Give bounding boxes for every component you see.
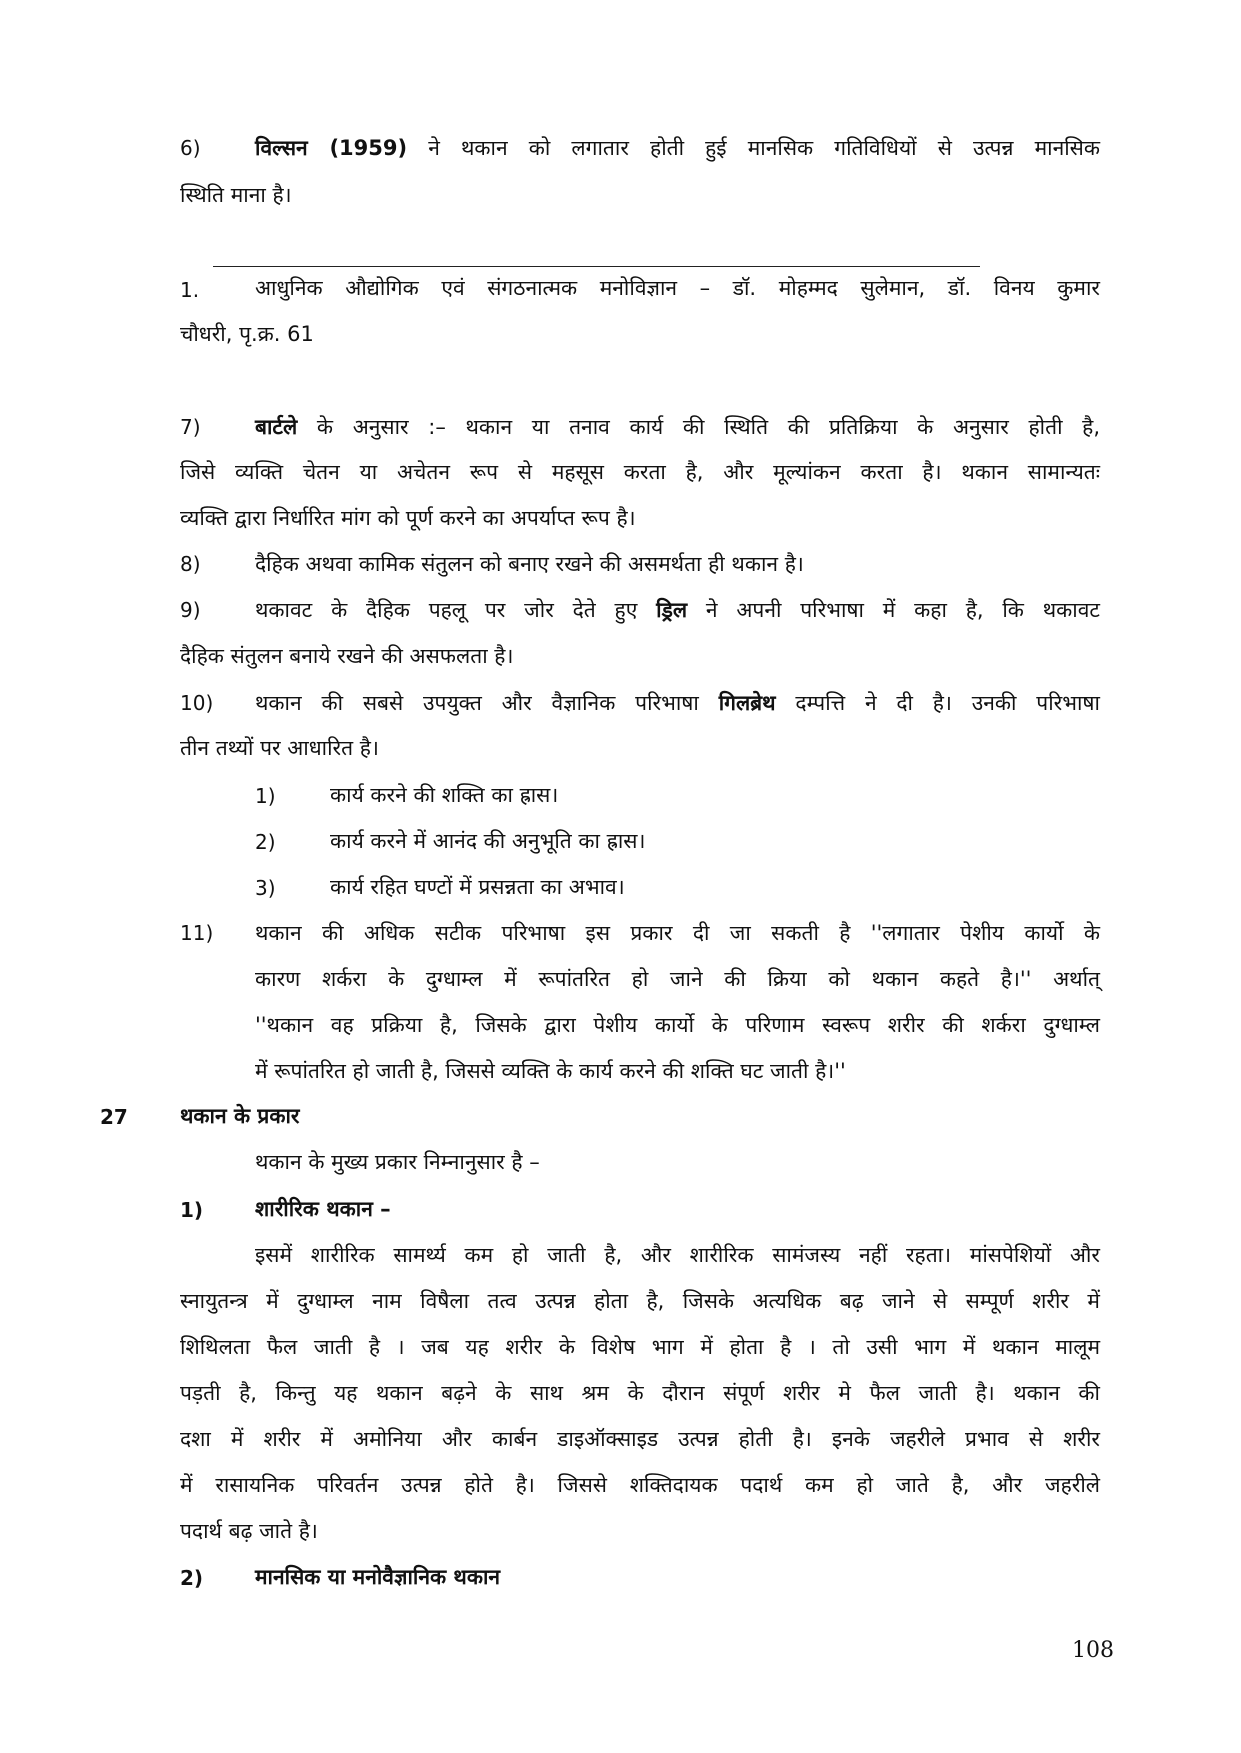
text-span: ने अपनी परिभाषा में कहा है, कि थकावट xyxy=(687,598,1100,622)
author-name: ड्रिल xyxy=(656,598,688,622)
author-name: बार्टले xyxy=(255,415,298,439)
paragraph-line: पड़ती है, किन्तु यह थकान बढ़ने के साथ श्रम के दौरान संपूर्ण शरीर मे फैल जाती है। थकान की xyxy=(180,1381,1100,1405)
paragraph-line: में रासायनिक परिवर्तन उत्पन्न होते है। जिससे शक्तिदायक पदार्थ कम हो जाते है, और जहरीले xyxy=(180,1473,1100,1497)
paragraph-line xyxy=(255,133,1100,163)
paragraph-line: ''थकान वह प्रक्रिया है, जिसके द्वारा पेशीय कार्यो के परिणाम स्वरूप शरीर की शर्करा दुग्धाम्ल xyxy=(255,1013,1100,1037)
sub-list-item: कार्य करने की शक्ति का ह्रास। xyxy=(330,783,559,807)
subsection-number: 2) xyxy=(180,1566,204,1590)
text-span: दम्पत्ति ने दी है। उनकी परिभाषा xyxy=(775,691,1100,715)
paragraph-line xyxy=(255,412,1100,442)
list-number: 10) xyxy=(180,691,214,715)
footnote-line: आधुनिक औद्योगिक एवं संगठनात्मक मनोविज्ञान – डॉ. मोहम्मद सुलेमान, डॉ. विनय कुमार xyxy=(255,276,1100,300)
sub-list-item: कार्य करने में आनंद की अनुभूति का ह्रास। xyxy=(330,829,646,853)
paragraph-line: दैहिक संतुलन बनाये रखने की असफलता है। xyxy=(180,644,514,668)
paragraph-line: जिसे व्यक्ति चेतन या अचेतन रूप से महसूस करता है, और मूल्यांकन करता है। थकान सामान्यतः xyxy=(180,460,1100,484)
list-number: 7) xyxy=(180,415,201,439)
paragraph-line xyxy=(255,595,1100,625)
page-number: 108 xyxy=(1072,1638,1114,1663)
author-name: विल्सन (1959) xyxy=(255,136,408,160)
sub-list-item: कार्य रहित घण्टों में प्रसन्नता का अभाव। xyxy=(330,875,625,899)
list-number: 8) xyxy=(180,552,201,576)
list-number: 11) xyxy=(180,921,214,945)
paragraph-line: व्यक्ति द्वारा निर्धारित मांग को पूर्ण करने का अपर्याप्त रूप है। xyxy=(180,506,636,530)
footnote-divider xyxy=(213,266,980,267)
list-number: 6) xyxy=(180,136,201,160)
text-span: थकान की सबसे उपयुक्त और वैज्ञानिक परिभाषा xyxy=(255,691,719,715)
subsection-title: मानसिक या मनोवैज्ञानिक थकान xyxy=(255,1565,501,1589)
paragraph-line: शिथिलता फैल जाती है । जब यह शरीर के विशेष भाग में होता है । तो उसी भाग में थकान मालूम xyxy=(180,1335,1100,1359)
paragraph-line: तीन तथ्यों पर आधारित है। xyxy=(180,736,379,760)
text-span: थकावट के दैहिक पहलू पर जोर देते हुए xyxy=(255,598,657,622)
section-intro: थकान के मुख्य प्रकार निम्नानुसार है – xyxy=(255,1150,540,1174)
list-number: 9) xyxy=(180,598,201,622)
paragraph-line xyxy=(255,688,1100,718)
subsection-title: शारीरिक थकान – xyxy=(255,1197,391,1221)
text-span: ने थकान को लगातार होती हुई मानसिक गतिविधियों से उत्पन्न मानसिक xyxy=(407,136,1100,160)
subsection-number: 1) xyxy=(180,1198,204,1222)
paragraph-line: कारण शर्करा के दुग्धाम्ल में रूपांतरित हो जाने की क्रिया को थकान कहते है।'' अर्थात् xyxy=(255,967,1100,991)
section-title: थकान के प्रकार xyxy=(180,1104,300,1128)
paragraph-line: थकान की अधिक सटीक परिभाषा इस प्रकार दी जा सकती है ''लगातार पेशीय कार्यो के xyxy=(255,921,1100,945)
footnote-line: चौधरी, पृ.क्र. 61 xyxy=(180,322,314,346)
text-span: के अनुसार :– थकान या तनाव कार्य की स्थिति की प्रतिक्रिया के अनुसार होती है, xyxy=(297,415,1100,439)
paragraph-line: पदार्थ बढ़ जाते है। xyxy=(180,1519,318,1543)
paragraph-line: इसमें शारीरिक सामर्थ्य कम हो जाती है, और शारीरिक सामंजस्य नहीं रहता। मांसपेशियों और xyxy=(255,1243,1100,1267)
footnote-number: 1. xyxy=(180,278,200,302)
paragraph-line: स्नायुतन्त्र में दुग्धाम्ल नाम विषैला तत्व उत्पन्न होता है, जिसके अत्यधिक बढ़ जाने से सम्पूर्ण शरीर में xyxy=(180,1289,1100,1313)
sub-list-number: 2) xyxy=(255,830,276,854)
paragraph-line: दैहिक अथवा कामिक संतुलन को बनाए रखने की असमर्थता ही थकान है। xyxy=(255,552,804,576)
paragraph-line: में रूपांतरित हो जाती है, जिससे व्यक्ति के कार्य करने की शक्ति घट जाती है।'' xyxy=(255,1059,846,1083)
author-name: गिलब्रेथ xyxy=(718,691,776,715)
sub-list-number: 1) xyxy=(255,784,276,808)
sub-list-number: 3) xyxy=(255,876,276,900)
paragraph-line: दशा में शरीर में अमोनिया और कार्बन डाइऑक्साइड उत्पन्न होती है। इनके जहरीले प्रभाव से शरीर xyxy=(180,1427,1100,1451)
paragraph-line: स्थिति माना है। xyxy=(180,183,292,207)
section-number: 27 xyxy=(100,1105,128,1129)
